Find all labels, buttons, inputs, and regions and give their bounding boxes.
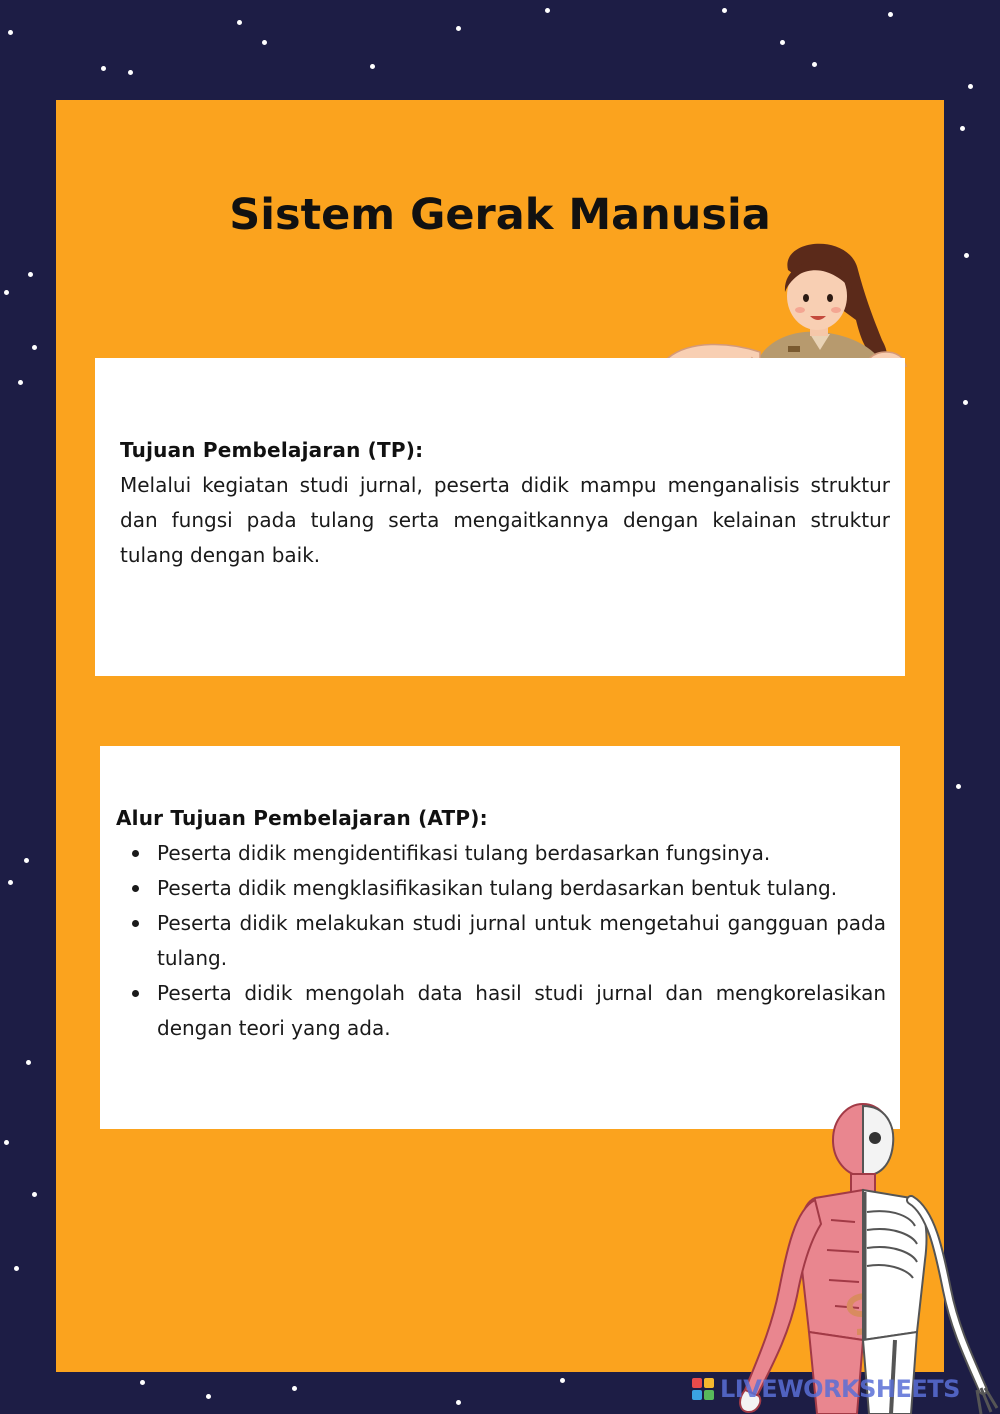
atp-item-1: Peserta didik mengidentifikasi tulang berdasarkan fungsinya. bbox=[116, 836, 886, 871]
tp-heading: Tujuan Pembelajaran (TP): bbox=[120, 438, 424, 462]
star bbox=[292, 1386, 297, 1391]
star bbox=[456, 1400, 461, 1405]
liveworksheets-logo-icon bbox=[692, 1378, 714, 1400]
star bbox=[32, 345, 37, 350]
star bbox=[237, 20, 242, 25]
star bbox=[4, 1140, 9, 1145]
star bbox=[968, 84, 973, 89]
star bbox=[140, 1380, 145, 1385]
tp-body: Melalui kegiatan studi jurnal, peserta didik mampu menganalisis struktur dan fungsi pada tulang serta mengaitkannya dengan kelainan struktur tulang dengan baik. bbox=[120, 473, 890, 567]
atp-heading: Alur Tujuan Pembelajaran (ATP): bbox=[116, 806, 488, 830]
star bbox=[18, 380, 23, 385]
atp-item-2: Peserta didik mengklasifikasikan tulang berdasarkan bentuk tulang. bbox=[116, 871, 886, 906]
liveworksheets-watermark bbox=[692, 1376, 960, 1402]
star bbox=[812, 62, 817, 67]
star bbox=[128, 70, 133, 75]
star bbox=[964, 253, 969, 258]
star bbox=[28, 272, 33, 277]
atp-item-3: Peserta didik melakukan studi jurnal untuk mengetahui gangguan pada tulang. bbox=[116, 906, 886, 976]
star bbox=[545, 8, 550, 13]
star bbox=[26, 1060, 31, 1065]
human-muscle-skeleton-illustration bbox=[735, 1100, 1000, 1414]
page-title: Sistem Gerak Manusia bbox=[229, 190, 771, 240]
star bbox=[456, 26, 461, 31]
star bbox=[888, 12, 893, 17]
tp-box bbox=[95, 358, 905, 676]
star bbox=[206, 1394, 211, 1399]
star bbox=[262, 40, 267, 45]
star bbox=[370, 64, 375, 69]
star bbox=[956, 784, 961, 789]
star bbox=[560, 1378, 565, 1383]
atp-list bbox=[116, 836, 886, 1046]
star bbox=[963, 400, 968, 405]
star bbox=[8, 880, 13, 885]
star bbox=[780, 40, 785, 45]
star bbox=[8, 30, 13, 35]
star bbox=[24, 858, 29, 863]
star bbox=[101, 66, 106, 71]
star bbox=[14, 1266, 19, 1271]
star bbox=[4, 290, 9, 295]
atp-item-4: Peserta didik mengolah data hasil studi jurnal dan mengkorelasikan dengan teori yang ada. bbox=[116, 976, 886, 1046]
watermark-text: LIVEWORKSHEETS bbox=[720, 1375, 960, 1403]
star bbox=[722, 8, 727, 13]
star bbox=[32, 1192, 37, 1197]
star bbox=[960, 126, 965, 131]
atp-box bbox=[100, 746, 900, 1129]
